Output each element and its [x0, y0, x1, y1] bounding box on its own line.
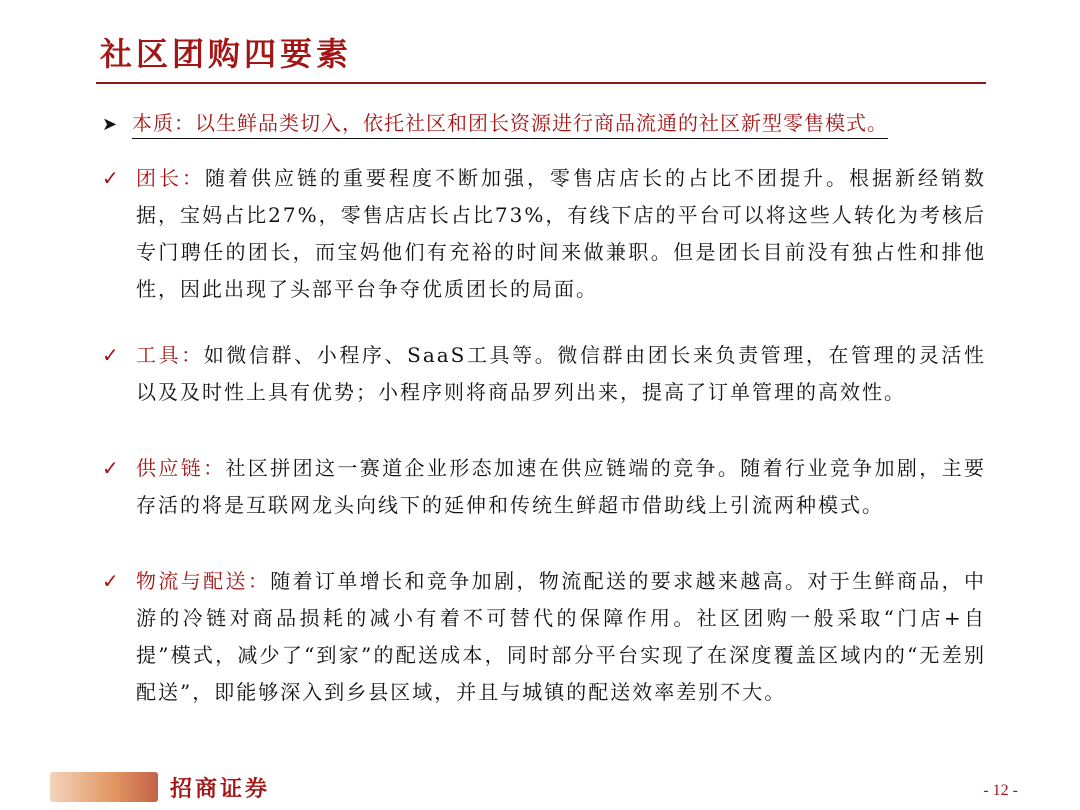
- item-text: 如微信群、小程序、SaaS工具等。微信群由团长来负责管理，在管理的灵活性以及及时性上具有优势；小程序则将商品罗列出来，提高了订单管理的高效性。: [136, 343, 987, 404]
- check-icon: ✓: [102, 343, 119, 367]
- check-icon: ✓: [102, 166, 119, 190]
- page-title: 社区团购四要素: [100, 35, 353, 73]
- brand-name: 招商证券: [170, 776, 271, 802]
- item-label: 物流与配送：: [136, 569, 271, 593]
- essence-statement: [102, 108, 888, 140]
- item-body: [136, 450, 986, 524]
- check-icon: ✓: [102, 456, 119, 480]
- item-label: 供应链：: [136, 456, 226, 480]
- item-label: 工具：: [136, 343, 204, 367]
- page-number: - 12 -: [983, 782, 1018, 799]
- list-item-logistics: [102, 563, 986, 711]
- essence-text: 本质：以生鲜品类切入，依托社区和团长资源进行商品流通的社区新型零售模式。: [132, 110, 888, 139]
- list-item-supply-chain: [102, 450, 986, 524]
- item-text: 随着订单增长和竞争加剧，物流配送的要求越来越高。对于生鲜商品，中游的冷链对商品损耗的减小有着不可替代的保障作用。社区团购一般采取“门店+自提”模式，减少了“到家”的配送成本，同时部分平台实现了在深度覆盖区域内的“无差别配送”，即能够深入到乡县区域，并且与城镇的配送效率差别不大。: [136, 569, 987, 704]
- item-text: 社区拼团这一赛道企业形态加速在供应链端的竞争。随着行业竞争加剧，主要存活的将是互联网龙头向线下的延伸和传统生鲜超市借助线上引流两种模式。: [136, 456, 987, 517]
- item-body: [136, 337, 986, 411]
- item-body: [136, 160, 986, 308]
- item-text: 随着供应链的重要程度不断加强，零售店店长的占比不团提升。根据新经销数据，宝妈占比27%，零售店店长占比73%，有线下店的平台可以将这些人转化为考核后专门聘任的团长，而宝妈他们有充裕的时间来做兼职。但是团长目前没有独占性和排他性，因此出现了头部平台争夺优质团长的局面。: [136, 166, 986, 301]
- footer-logo: [50, 770, 270, 804]
- check-icon: ✓: [102, 569, 119, 593]
- list-item-tools: [102, 337, 986, 411]
- item-body: [136, 563, 986, 711]
- arrow-right-icon: ➤: [102, 113, 118, 135]
- item-label: 团长：: [136, 166, 205, 190]
- list-item-leader: [102, 160, 986, 308]
- title-divider: [96, 82, 986, 84]
- logo-mark-icon: [50, 772, 158, 802]
